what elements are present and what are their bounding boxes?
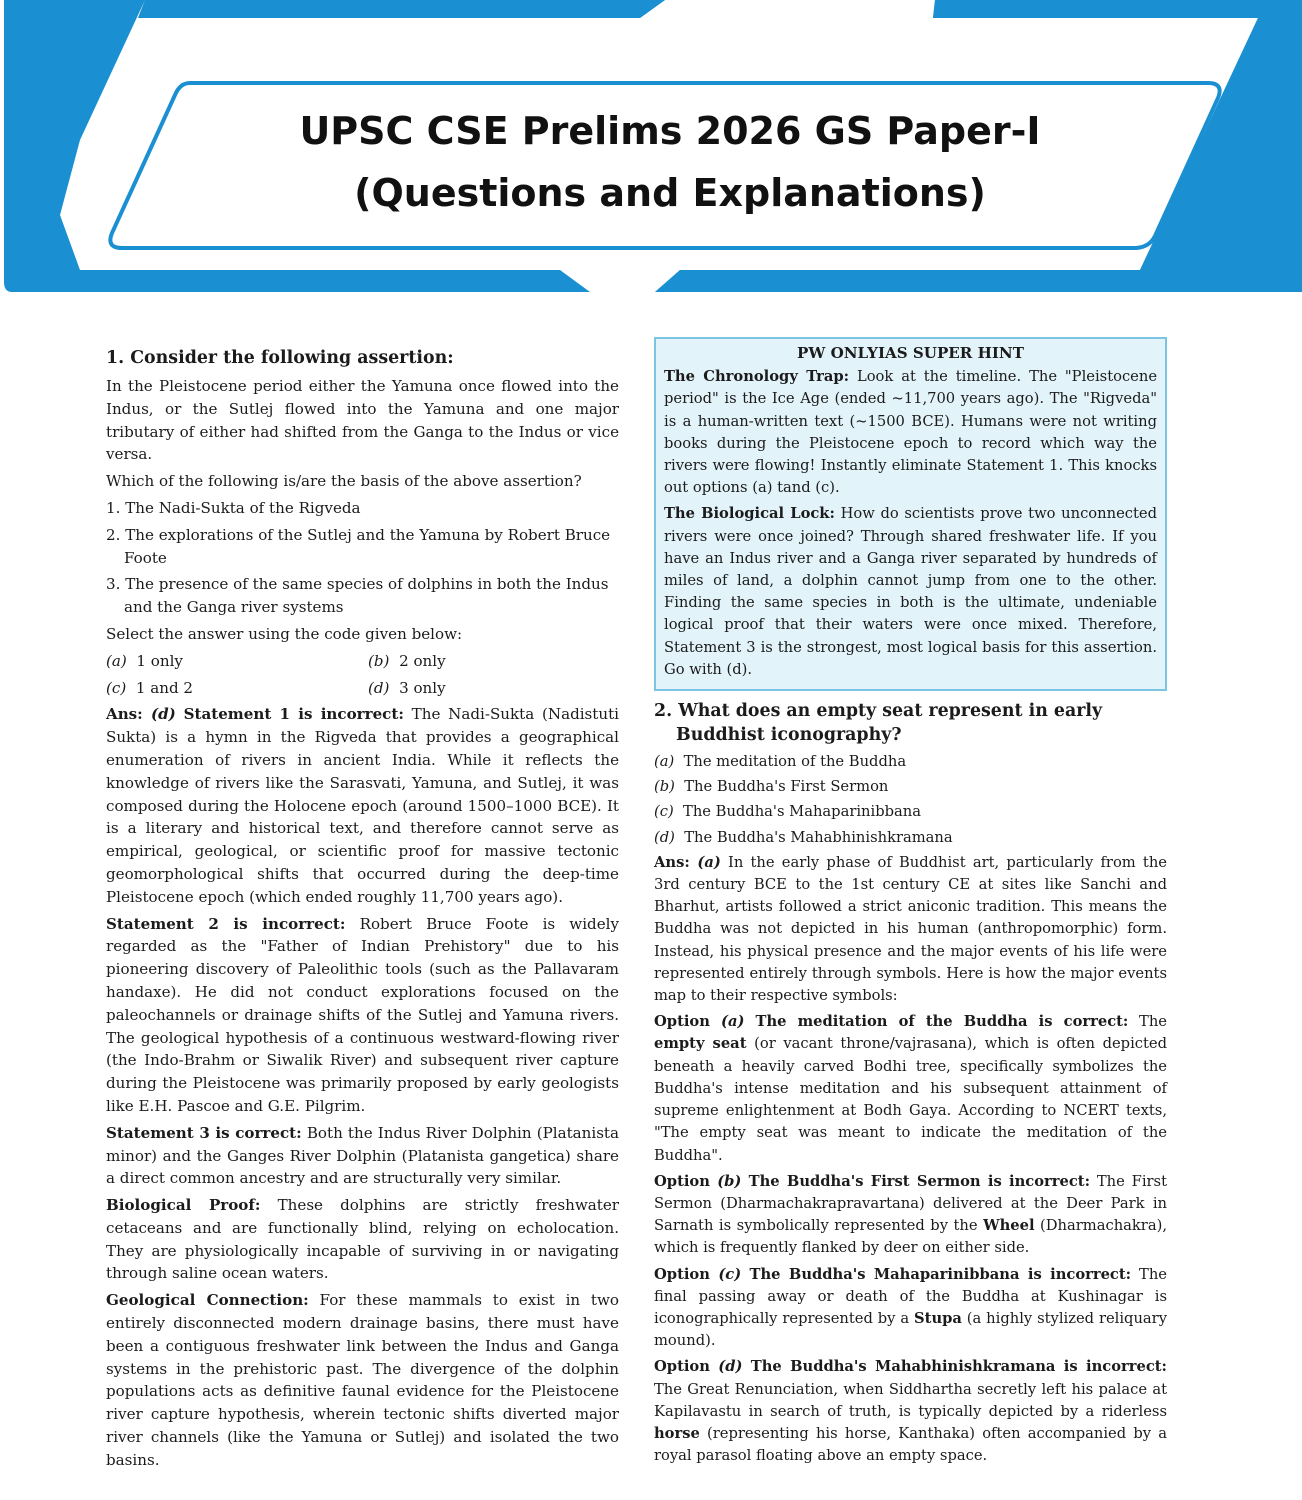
q1-statement-1: 1. The Nadi-Sukta of the Rigveda (106, 498, 361, 517)
super-hint-box (654, 337, 1167, 691)
q1-option-d: (d) 3 only (368, 678, 446, 697)
hint-chronology-trap: The Chronology Trap: Look at the timeline. The "Pleistocene period" is the Ice Age (ended ~11,700 years ago). The "Rigveda" is a human-written text (~1500 BCE). Humans were not writing books during the Pleistocene epoch to record which way the rivers were flowing! Instantly eliminate Statement 1. This knocks out options (a) tand (c). (664, 368, 1158, 497)
q1-option-b: (b) 2 only (368, 651, 446, 670)
q1-option-a: (a) 1 only (106, 651, 183, 670)
q2-option-d: (d) The Buddha's Mahabhinishkramana (654, 828, 953, 846)
hint-biological-lock: The Biological Lock: How do scientists prove two unconnected rivers were once joined? Through shared freshwater life. If you have an Indus river and a Ganga river separated by hundreds of miles of land, a dolphin cannot jump from one to the other. Finding the same species in both is the ultimate, undeniable logical proof that their waters were once mixed. Therefore, Statement 3 is the strongest, most logical basis for this assertion. Go with (d). (664, 505, 1157, 678)
question-2-title: 2. What does an empty seat represent in early Buddhist iconography? (654, 701, 1103, 746)
q1-code-prompt: Select the answer using the code given below: (106, 624, 463, 643)
q2-option-c: (c) The Buddha's Mahaparinibbana (654, 803, 921, 821)
q2-option-d-explanation: Option (d) The Buddha's Mahabhinishkramana is incorrect: The Great Renunciation, when Siddhartha secretly left his palace at Kapilavastu in search of truth, is typically depicted by a riderless horse (representing his horse, Kanthaka) often accompanied by a royal parasol floating above an empty space. (654, 1358, 1167, 1465)
q1-answer-statement-1: Ans: (d) Statement 1 is incorrect: The Nadi-Sukta (Nadistuti Sukta) is a hymn in the Rigveda that provides a geographical enumeration of rivers in ancient India. While it reflects the knowledge of rivers like the Sarasvati, Yamuna, and Sutlej, it was composed during the Holocene epoch (around 1500–1000 BCE). It is a literary and historical text, and therefore cannot serve as empirical, geological, or scientific proof for massive tectonic geomorphological shifts that occurred during the deep-time Pleistocene epoch (which ended roughly 11,700 years ago). (106, 705, 619, 906)
left-column (106, 340, 619, 1476)
q2-option-b-explanation: Option (b) The Buddha's First Sermon is incorrect: The First Sermon (Dharmachakrapravartana) delivered at the Deer Park in Sarnath is symbolically represented by the Wheel (Dharmachakra), which is frequently flanked by deer on either side. (654, 1172, 1167, 1257)
right-column (654, 340, 1167, 1471)
q1-statement-3-explanation: Statement 3 is correct: Both the Indus River Dolphin (Platanista minor) and the Ganges River Dolphin (Platanista gangetica) share a direct common ancestry and are structurally very similar. (106, 1123, 620, 1188)
hint-title: PW ONLYIAS SUPER HINT (797, 344, 1024, 362)
q1-assertion: In the Pleistocene period either the Yamuna once flowed into the Indus, or the Sutlej flowed into the Yamuna and one major tributary of either had shifted from the Ganga to the Indus or vice versa. (106, 377, 619, 464)
q2-option-c-explanation: Option (c) The Buddha's Mahaparinibbana is incorrect: The final passing away or death of the Buddha at Kushinagar is iconographically represented by a Stupa (a highly stylized reliquary mound). (654, 1265, 1167, 1350)
question-1-title: 1. Consider the following assertion: (106, 348, 454, 368)
page-title (240, 100, 1100, 224)
q1-statement-2-explanation: Statement 2 is incorrect: Robert Bruce Foote is widely regarded as the "Father of Indian Prehistory" due to his pioneering discovery of Paleolithic tools (such as the Pallavaram handaxe). He did not conduct explorations focused on the paleochannels or drainage shifts of the Sutlej and Yamuna rivers. The geological hypothesis of a continuous westward-flowing river (the Indo-Brahm or Siwalik River) and subsequent river capture during the Pleistocene was primarily proposed by early geologists like E.H. Pascoe and G.E. Pilgrim. (106, 914, 619, 1115)
q1-options (106, 650, 619, 700)
title-line-1: UPSC CSE Prelims 2026 GS Paper-I (299, 109, 1041, 153)
q2-answer: Ans: (a) In the early phase of Buddhist art, particularly from the 3rd century BCE to the 1st century CE at sites like Sanchi and Bharhut, artists followed a strict aniconic tradition. This means the Buddha was not depicted in his human (anthropomorphic) form. Instead, his physical presence and the major events of his life were represented entirely through symbols. Here is how the major events map to their respective symbols: (654, 853, 1167, 1005)
q1-biological-proof: Biological Proof: These dolphins are strictly freshwater cetaceans and are functionally blind, relying on echolocation. They are physiologically incapable of surviving in or navigating through saline ocean waters. (106, 1196, 619, 1283)
q2-option-b: (b) The Buddha's First Sermon (654, 778, 889, 796)
title-line-2: (Questions and Explanations) (354, 171, 986, 215)
banner-top-strip (138, 0, 665, 18)
q1-geological-connection: Geological Connection: For these mammals to exist in two entirely disconnected modern drainage basins, there must have been a contiguous freshwater link between the Indus and Ganga systems in the prehistoric past. The divergence of the dolphin populations acts as definitive faunal evidence for the Pleistocene river capture hypothesis, wherein tectonic shifts diverted major river channels (like the Yamuna or Sutlej) and isolated the two basins. (106, 1291, 619, 1469)
q1-statement-3: 3. The presence of the same species of dolphins in both the Indus and the Ganga river systems (106, 575, 609, 617)
q1-option-c: (c) 1 and 2 (106, 678, 194, 697)
q1-statement-2: 2. The explorations of the Sutlej and the Yamuna by Robert Bruce Foote (106, 525, 611, 567)
q1-prompt: Which of the following is/are the basis of the above assertion? (106, 472, 582, 491)
q2-option-a-explanation: Option (a) The meditation of the Buddha is correct: The empty seat (or vacant throne/vajrasana), which is often depicted beneath a heavily carved Bodhi tree, specifically symbolizes the Buddha's intense meditation and his subsequent attainment of supreme enlightenment at Bodh Gaya. According to NCERT texts, "The empty seat was meant to indicate the meditation of the Buddha". (654, 1013, 1167, 1164)
q2-option-a: (a) The meditation of the Buddha (654, 753, 907, 771)
